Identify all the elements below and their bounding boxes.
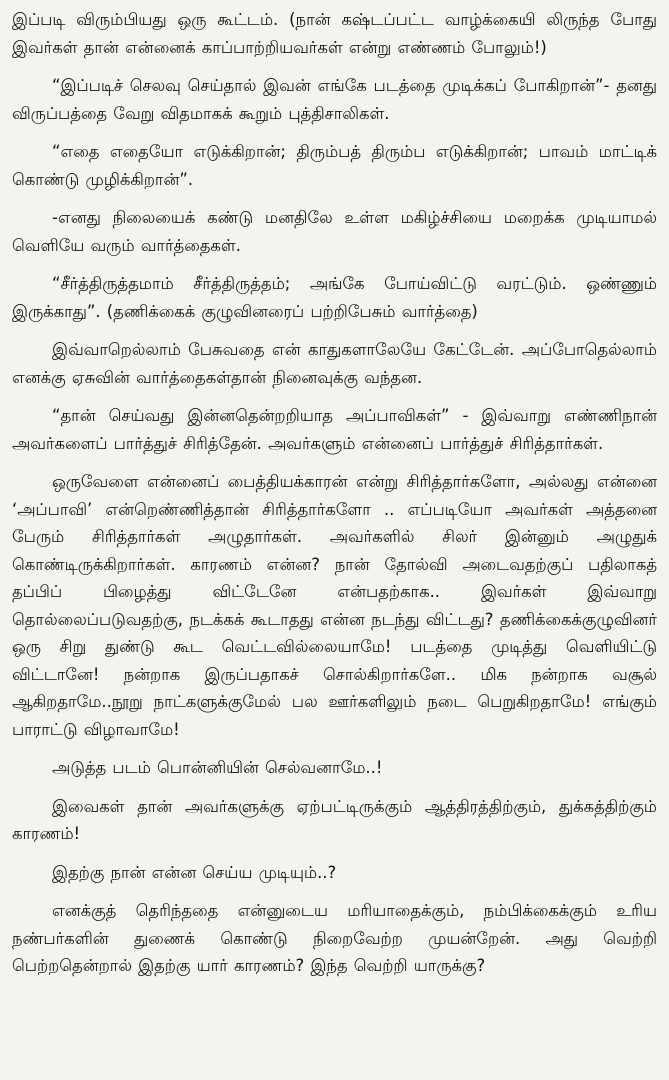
paragraph-3: “எதை எதையோ எடுக்கிறான்; திரும்பத் திரும்ப எடுக்கிறான்; பாவம் மாட்டிக் கொண்டு முழிக்கிறான்”. xyxy=(12,142,657,189)
paragraph-2: “இப்படிச் செலவு செய்தால் இவன் எங்கே படத்தை முடிக்கப் போகிறான்”- தனது விருப்பத்தை வேறு விதமாகக் கூறும் புத்திசாலிகள். xyxy=(12,76,657,123)
paragraph-7: “தான் செய்வது இன்னதென்றறியாத அப்பாவிகள்” - இவ்வாறு எண்ணிநான் அவர்களைப் பார்த்துச் சிரித்தேன். அவர்களும் என்னைப் பார்த்துச் சிரித்தார்கள். xyxy=(12,406,657,453)
paragraph-10: இவைகள் தான் அவர்களுக்கு ஏற்பட்டிருக்கும் ஆத்திரத்திற்கும், துக்கத்திற்கும் காரணம்! xyxy=(12,796,657,843)
paragraph-6: இவ்வாறெல்லாம் பேசுவதை என் காதுகளாலேயே கேட்டேன். அப்போதெல்லாம் எனக்கு ஏசுவின் வார்த்தைகள்தான் நினைவுக்கு வந்தன. xyxy=(12,340,657,387)
paragraph-1: இப்படி விரும்பியது ஒரு கூட்டம். (நான் கஷ்டப்பட்ட வாழ்க்கையி லிருந்த போது இவர்கள் தான் என்னைக் காப்பாற்றியவர்கள் என்று எண்ணம் போலும்!) xyxy=(12,10,657,57)
paragraph-12: எனக்குத் தெரிந்ததை என்னுடைய மரியாதைக்கும், நம்பிக்கைக்கும் உரிய நண்பர்களின் துணைக் கொண்டு நிறைவேற்ற முயன்றேன். அது வெற்றி பெற்றதென்றால் இதற்கு யார் காரணம்? இந்த வெற்றி யாருக்கு? xyxy=(12,901,657,975)
paragraph-5: “சீர்த்திருத்தமாம் சீர்த்திருத்தம்; அங்கே போய்விட்டு வரட்டும். ஒண்ணும் இருக்காது”. (தணிக்கைக் குழுவினரைப் பற்றிபேசும் வார்த்தை) xyxy=(12,274,657,321)
paragraph-8: ஒருவேளை என்னைப் பைத்தியக்காரன் என்று சிரித்தார்களோ, அல்லது என்னை ‘அப்பாவி’ என்றெண்ணித்தான் சிரித்தார்களோ .. எப்படியோ அவர்கள் அத்தனை பேரும் சிரித்தார்கள் அழுதார்கள். அவர்களில் சிலர் இன்னும் அழுதுக் கொண்டிருக்கிறார்கள். காரணம் என்ன? நான் தோல்வி அடைவதற்குப் பதிலாகத் தப்பிப் பிழைத்து விட்டேனே என்பதற்காக.. இவர்கள் இவ்வாறு தொல்லைப்படுவதற்கு, நடக்கக் கூடாதது என்ன நடந்து விட்டது? தணிக்கைக்குழுவினர் ஒரு சிறு துண்டு கூட வெட்டவில்லையாமே! படத்தை முடித்து வெளியிட்டு விட்டானே! நன்றாக இருப்பதாகச் சொல்கிறார்களே.. மிக நன்றாக வசூல் ஆகிறதாமே..நூறு நாட்களுக்குமேல் பல ஊர்களிலும் நடை பெறுகிறதாமே! எங்கும் பாராட்டு விழாவாமே! xyxy=(12,472,657,739)
paragraph-4: -எனது நிலையைக் கண்டு மனதிலே உள்ள மகிழ்ச்சியை மறைக்க முடியாமல் வெளியே வரும் வார்த்தைகள். xyxy=(12,208,657,255)
paragraph-9: அடுத்த படம் பொன்னியின் செல்வனாமே..! xyxy=(52,758,383,777)
paragraph-11: இதற்கு நான் என்ன செய்ய முடியும்..? xyxy=(52,862,337,882)
